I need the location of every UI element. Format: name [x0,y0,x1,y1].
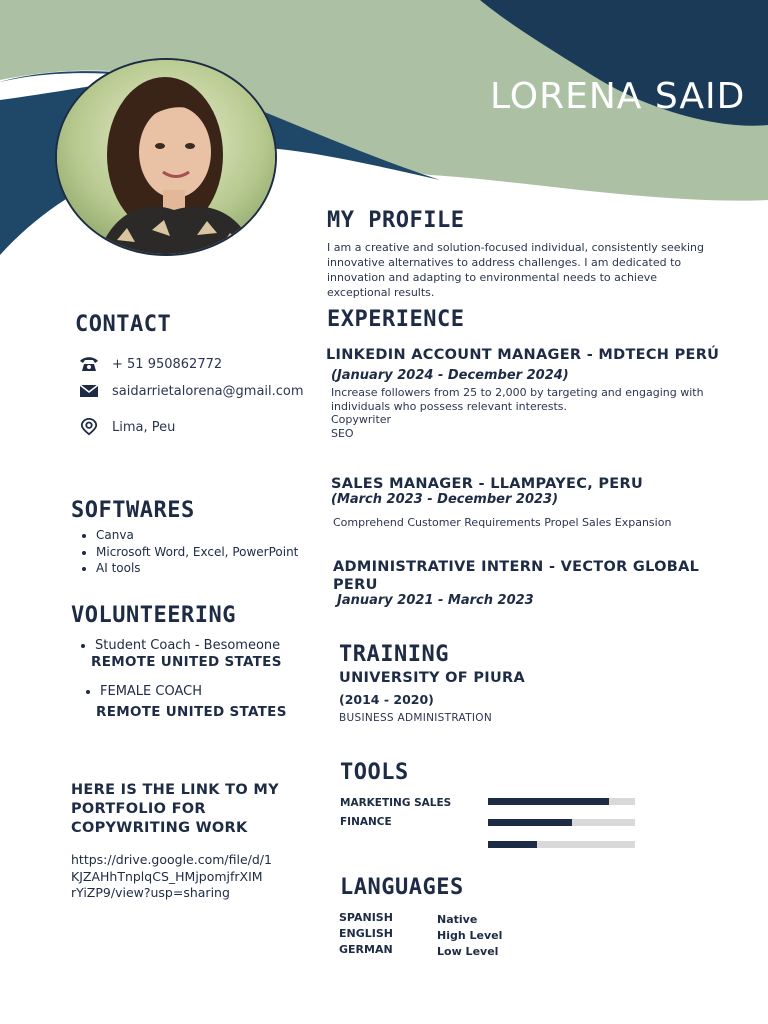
location-text: Lima, Peu [112,419,176,435]
portfolio-link-line: https://drive.google.com/file/d/1 [71,852,272,867]
volunteering-list-2 [76,684,202,701]
phone-icon [78,355,100,373]
volunteer-place: REMOTE UNITED STATES [91,654,282,670]
tool-level-bar [488,798,635,805]
list-item: • AI tools [96,560,298,577]
portfolio-title [71,781,279,838]
tool-level-fill [488,819,572,826]
phone-number: + 51 950862772 [112,356,223,372]
portfolio-title-line: PORTFOLIO FOR [71,801,206,817]
portfolio-title-line: COPYWRITING WORK [71,820,248,836]
profile-line: exceptional results. [327,286,435,299]
job-detail-line: Increase followers from 25 to 2,000 by targeting and engaging with [331,386,704,399]
job-dates: (March 2023 - December 2023) [331,492,559,507]
language-level: Native [437,913,478,926]
location-pin-icon [78,418,100,436]
tool-level-bar [488,841,635,848]
profile-heading: MY PROFILE [327,208,465,233]
job-dates: January 2021 - March 2023 [337,593,534,608]
job-title: SALES MANAGER - LLAMPAYEC, PERU [331,476,644,492]
person-name: LORENA SAID [490,76,746,117]
job-title [333,558,699,594]
volunteer-place: REMOTE UNITED STATES [96,704,287,720]
job-detail-line: individuals who possess relevant interests. [331,399,568,413]
profile-line: innovative alternatives to address challenges. I am dedicated to [327,256,682,269]
contact-phone[interactable] [78,355,222,373]
list-item: • Microsoft Word, Excel, PowerPoint [96,544,298,561]
volunteering-heading: VOLUNTEERING [71,603,236,628]
language-level: Low Level [437,945,499,958]
training-years: (2014 - 2020) [339,692,434,707]
contact-email[interactable] [78,382,304,400]
language-name: GERMAN [339,943,393,956]
tool-level-fill [488,841,537,848]
job-title: LINKEDIN ACCOUNT MANAGER - MDTECH PERÚ [326,347,720,363]
language-names [339,910,393,958]
list-item: • Canva [96,527,298,544]
profile-text [327,240,747,300]
portfolio-link-line: rYiZP9/view?usp=sharing [71,885,230,900]
portfolio-title-line: HERE IS THE LINK TO MY [71,782,279,798]
job-title-line: ADMINISTRATIVE INTERN - VECTOR GLOBAL [333,559,700,575]
language-levels [437,912,502,960]
job-dates: (January 2024 - December 2024) [331,368,569,383]
tool-level-bar [488,819,635,826]
training-heading: TRAINING [339,642,449,667]
contact-heading: CONTACT [75,312,172,337]
profile-line: innovation and adapting to environmental needs to achieve [327,271,658,284]
languages-heading: LANGUAGES [340,875,464,900]
training-field: BUSINESS ADMINISTRATION [339,712,493,724]
tools-heading: TOOLS [340,760,409,785]
portfolio-link-line: KJZAHhTnplqCS_HMjpomjfrXIM [71,868,263,884]
job-detail-line: Comprehend Customer Requirements Propel Sales Expansion [333,516,672,529]
profile-line: I am a creative and solution-focused individual, consistently seeking [327,241,704,254]
language-name: ENGLISH [339,927,393,940]
job-detail-line: Copywriter [331,413,392,426]
job-title-line: PERU [333,577,378,593]
language-level: High Level [437,929,503,942]
tool-label: FINANCE [340,816,392,828]
tool-level-fill [488,798,609,805]
profile-photo [55,58,277,256]
training-school: UNIVERSITY OF PIURA [339,670,526,686]
job-detail-line: SEO [331,426,354,440]
volunteer-role: • Student Coach - Besomeone [95,638,280,655]
softwares-heading: SOFTWARES [71,498,195,523]
portfolio-link[interactable] [71,852,272,902]
softwares-list [72,527,298,577]
job-details [331,386,704,440]
language-name: SPANISH [339,911,393,924]
email-address: saidarrietalorena@gmail.com [112,383,304,399]
email-icon [78,382,100,400]
contact-location [78,418,175,436]
volunteer-role: • FEMALE COACH [100,684,202,701]
volunteering-list-1 [71,638,280,655]
tool-label: MARKETING SALES [340,797,452,809]
experience-heading: EXPERIENCE [327,307,465,332]
